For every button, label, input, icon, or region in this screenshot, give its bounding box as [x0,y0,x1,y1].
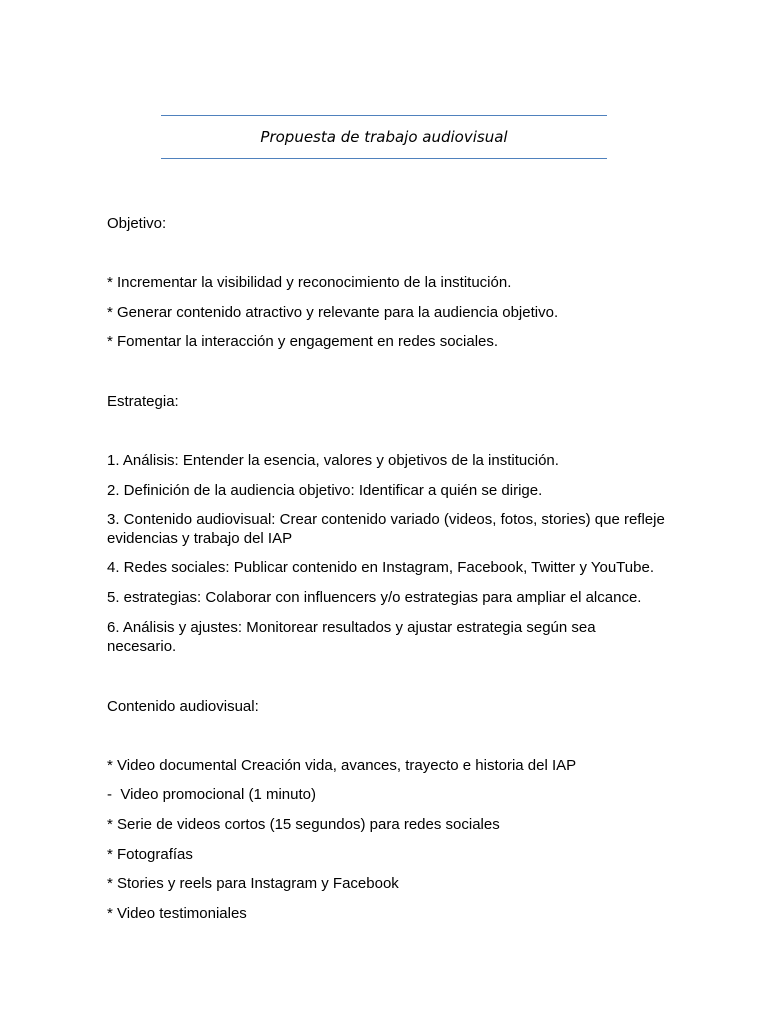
estrategia-item: 4. Redes sociales: Publicar contenido en Instagram, Facebook, Twitter y YouTube. [107,559,654,576]
estrategia-item: 3. Contenido audiovisual: Crear contenido variado (videos, fotos, stories) que refleje evidencias y trabajo del IAP [107,511,669,547]
section-heading-contenido: Contenido audiovisual: [107,698,259,715]
contenido-item: * Fotografías [107,846,193,863]
estrategia-item: 6. Análisis y ajustes: Monitorear resultados y ajustar estrategia según sea necesario. [107,619,600,655]
section-heading-estrategia: Estrategia: [107,393,179,410]
estrategia-item: 5. estrategias: Colaborar con influencers y/o estrategias para ampliar el alcance. [107,589,642,606]
title-block [161,115,607,159]
objetivo-item: * Fomentar la interacción y engagement en redes sociales. [107,333,499,350]
contenido-item: - Video promocional (1 minuto) [107,786,316,803]
contenido-item: * Serie de videos cortos (15 segundos) para redes sociales [107,816,500,833]
document-title: Propuesta de trabajo audiovisual [260,128,508,146]
contenido-item: * Stories y reels para Instagram y Facebook [107,875,399,892]
estrategia-item: 2. Definición de la audiencia objetivo: Identificar a quién se dirige. [107,482,543,499]
contenido-item: * Video documental Creación vida, avances, trayecto e historia del IAP [107,757,577,774]
objetivo-item: * Generar contenido atractivo y relevante para la audiencia objetivo. [107,304,559,321]
objetivo-item: * Incrementar la visibilidad y reconocimiento de la institución. [107,274,512,291]
contenido-item: * Video testimoniales [107,905,247,922]
section-heading-objetivo: Objetivo: [107,215,167,232]
estrategia-item: 1. Análisis: Entender la esencia, valores y objetivos de la institución. [107,452,559,469]
